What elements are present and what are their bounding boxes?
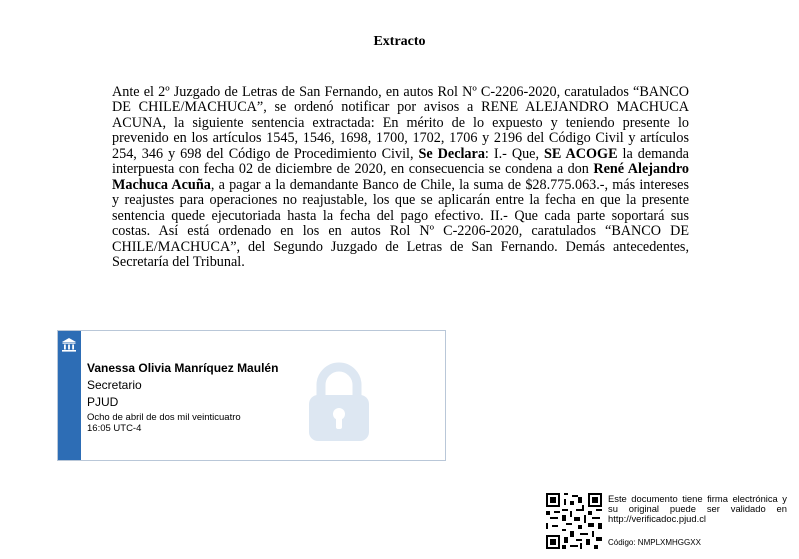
- body-text-1: Ante el 2º Juzgado de Letras de San Fernando, en autos Rol Nº C-2206-2020, caratulados “BANCO DE CHILE/MACHUCA”, se ordenó notificar por avisos a RENE ALEJANDRO MACHUCA ACUNA, la siguiente sentencia extractada: En mérito de lo expuesto y teniendo presente lo prevenido en los artículos 1545, 1546, 1698, 1700, 1702, 1706 y 2196 del Código Civil y artículos 254, 346 y 698 del Código de Procedimiento Civil,: [112, 84, 689, 162]
- bold-se-acoge: SE ACOGE: [543, 145, 618, 162]
- verification-code: Código: NMPLXMHGGXX: [608, 538, 701, 547]
- bold-defendant-name: René Alejandro Machuca Acuña: [112, 161, 689, 193]
- lock-icon: [303, 359, 375, 448]
- document-title: Extracto: [373, 34, 426, 49]
- bold-se-declara: Se Declara: [418, 145, 485, 162]
- signer-name: Vanessa Olivia Manríquez Maulén: [87, 361, 279, 375]
- body-text-4: , a pagar a la demandante Banco de Chile, la suma de $28.775.063.-, más intereses y reajustes para operaciones no reajustable, los que se aplicarán entre la fecha en que la presente sentencia quede ejecutoriada hasta la fecha del pago efectivo. II.- Que cada parte soportará sus costas. Así está ordenado en los en autos Rol Nº C-2206-2020, caratulados “BANCO DE CHILE/MACHUCA”, del Segundo Juzgado de Letras de San Fernando. Demás antecedentes, Secretaría del Tribunal.: [112, 176, 689, 270]
- signature-time: 16:05 UTC-4: [87, 423, 142, 434]
- body-text-2: : I.- Que,: [484, 145, 544, 162]
- signer-role: Secretario: [87, 378, 142, 392]
- signer-organization: PJUD: [87, 395, 119, 409]
- body-text-3: la demanda interpuesta con fecha 02 de diciembre de 2020, en consecuencia se condena a don: [112, 145, 689, 178]
- verification-notice: Este documento tiene firma electrónica y su original puede ser validado en http://verificadoc.pjud.cl: [608, 493, 787, 524]
- signature-date: Ocho de abril de dos mil veinticuatro: [87, 412, 241, 423]
- bank-icon: [61, 337, 77, 358]
- extract-body: [112, 85, 689, 270]
- electronic-signature-box: [57, 330, 446, 461]
- signature-side-bar: [58, 331, 81, 460]
- qr-code-icon: [546, 493, 602, 554]
